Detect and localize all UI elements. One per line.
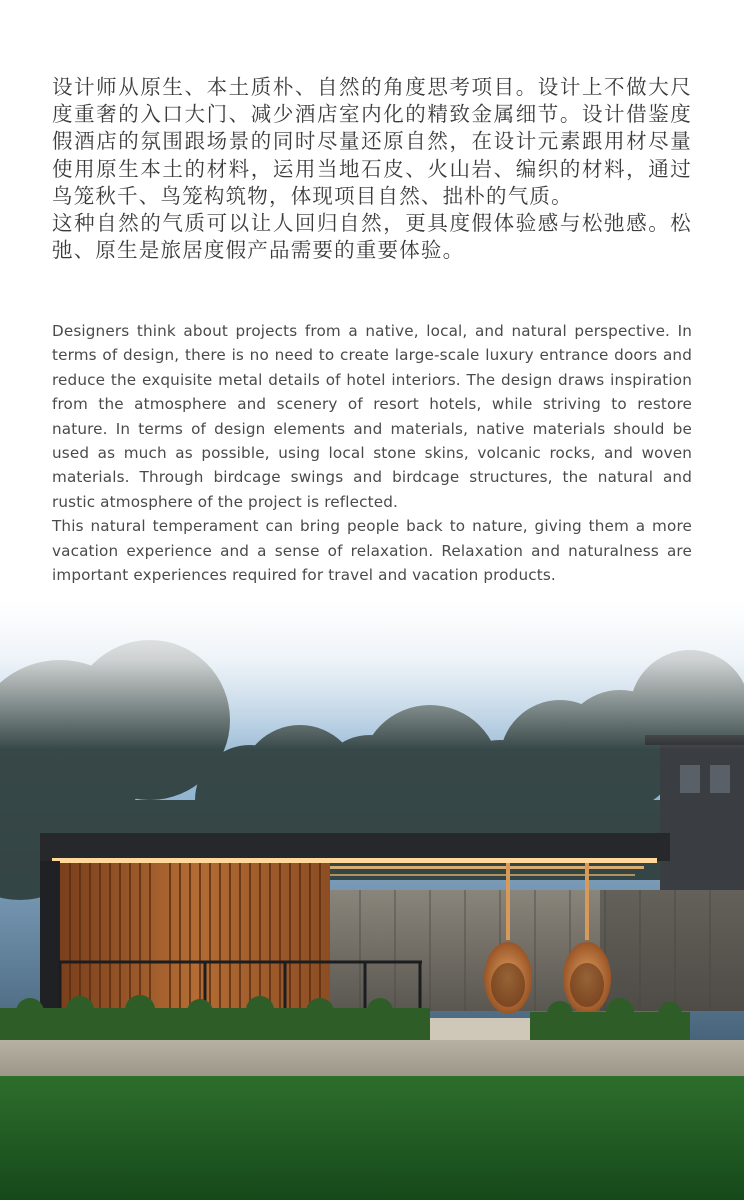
photo-top-fade: [0, 600, 744, 750]
entry-steps: [430, 1018, 530, 1040]
lawn: [0, 1076, 744, 1200]
stone-wall: [330, 890, 744, 1011]
chinese-paragraph-2: 这种自然的气质可以让人回归自然，更具度假体验感与松弛感。松弛、原生是旅居度假产品需要的重要体验。: [52, 211, 692, 263]
english-paragraph-1: Designers think about projects from a native, local, and natural perspective. In terms of design, there is no need to create large-scale luxury entrance doors and reduce the exquisite metal details of hotel interiors. The design draws inspiration from the atmosphere and scenery of resort hotels, while striving to restore nature. In terms of design elements and materials, native materials should be used as much as possible, using local stone skins, volcanic rocks, and woven materials. Through birdcage swings and birdcage structures, the natural and rustic atmosphere of the project is reflected.: [52, 322, 692, 511]
paved-path: [0, 1040, 744, 1076]
english-paragraph-2: This natural temperament can bring people back to nature, giving them a more vacation experience and a sense of relaxation. Relaxation and naturalness are important experiences required for travel and vacation products.: [52, 517, 692, 585]
chinese-paragraph-1: 设计师从原生、本土质朴、自然的角度思考项目。设计上不做大尺度重奢的入口大门、减少酒店室内化的精致金属细节。设计借鉴度假酒店的氛围跟场景的同时尽量还原自然，在设计元素跟用材尽量使用原生本土的材料，运用当地石皮、火山岩、编织的材料，通过鸟笼秋千、鸟笼构筑物，体现项目自然、拙朴的气质。: [52, 75, 692, 208]
chinese-description: [52, 74, 692, 264]
wood-slat-wall: [60, 863, 330, 1011]
english-description: [52, 319, 692, 587]
